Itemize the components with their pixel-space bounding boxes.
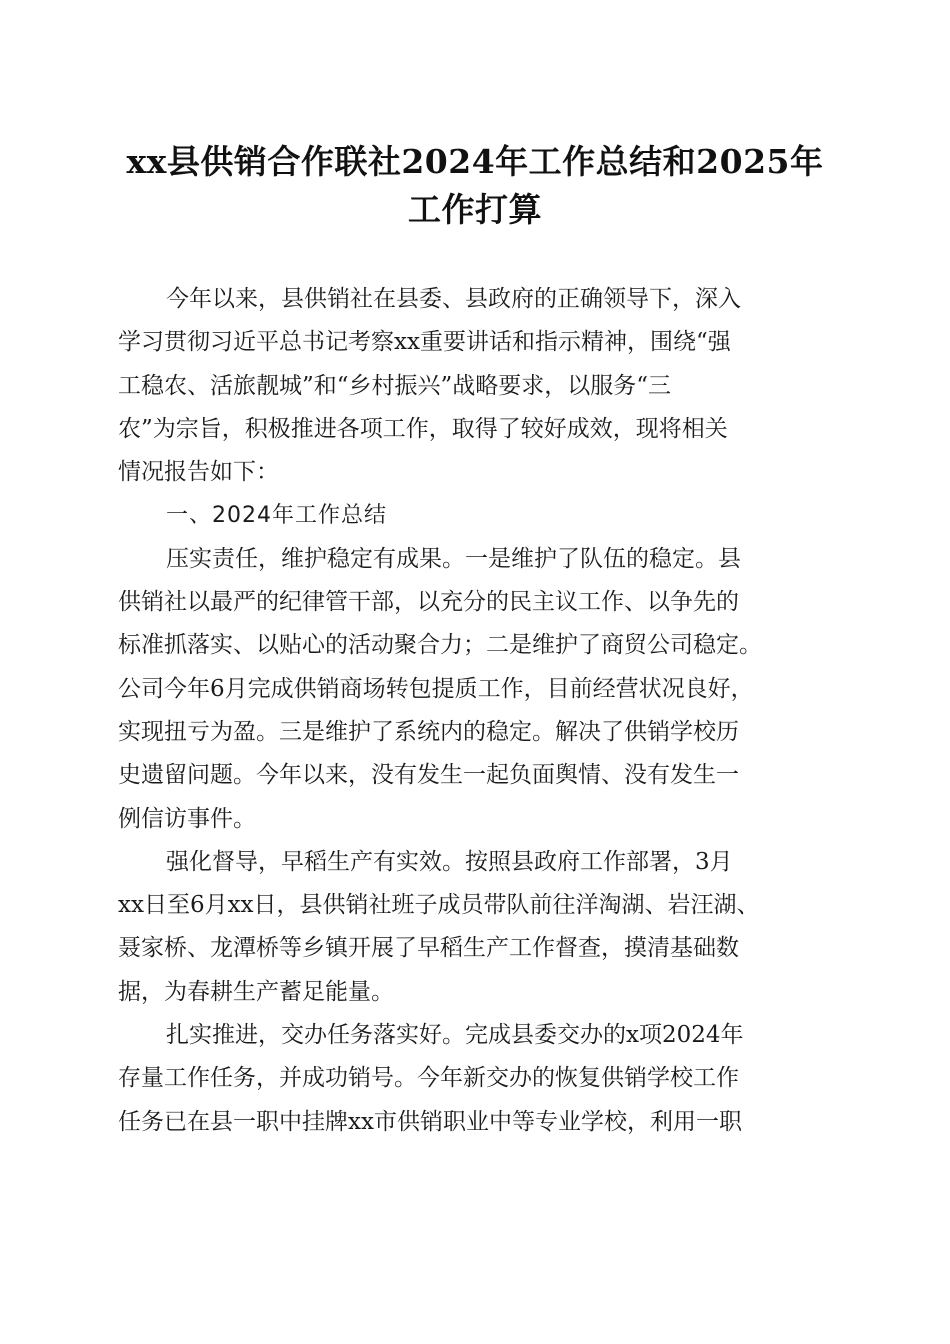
section-heading: 一、2024年工作总结 [166,503,387,529]
para2-line-4: 据，为春耕生产蓄足能量。 [118,978,394,1005]
intro-line-5: 情况报告如下： [118,459,279,486]
para3-line-2: 存量工作任务，并成功销号。今年新交办的恢复供销学校工作 [118,1065,739,1092]
para1-line-3: 标准抓落实、以贴心的活动聚合力；二是维护了商贸公司稳定。 [118,632,762,659]
document-title [100,138,850,234]
para1-line-6: 史遗留问题。今年以来，没有发生一起负面舆情、没有发生一 [118,762,739,789]
paragraph-assigned-tasks [118,1014,830,1144]
intro-line-3: 工稳农、活旅靓城”和“乡村振兴”战略要求，以服务“三 [118,372,672,399]
para1-line-1: 压实责任，维护稳定有成果。一是维护了队伍的稳定。县 [166,545,741,572]
intro-line-4: 农”为宗旨，积极推进各项工作，取得了较好成效，现将相关 [118,415,728,442]
title-line-2: 工作打算 [408,190,542,229]
para1-line-2: 供销社以最严的纪律管干部，以充分的民主议工作、以争先的 [118,589,739,616]
intro-line-1: 今年以来，县供销社在县委、县政府的正确领导下，深入 [166,286,741,312]
para2-line-1: 强化督导，早稻生产有实效。按照县政府工作部署，3月 [166,848,733,875]
paragraph-rice-production [118,841,830,1014]
para2-line-3: 聂家桥、龙潭桥等乡镇开展了早稻生产工作督查，摸清基础数 [118,935,739,962]
para3-line-1: 扎实推进，交办任务落实好。完成县委交办的x项2024年 [166,1022,744,1049]
para1-line-7: 例信访事件。 [118,805,256,832]
para3-line-3: 任务已在县一职中挂牌xx市供销职业中等专业学校，利用一职 [118,1108,742,1135]
intro-paragraph [118,278,830,494]
title-line-1: xx县供销合作联社2024年工作总结和2025年 [126,142,824,181]
intro-line-2: 学习贯彻习近平总书记考察xx重要讲话和指示精神，围绕“强 [118,329,731,356]
para1-line-5: 实现扭亏为盈。三是维护了系统内的稳定。解决了供销学校历 [118,718,739,745]
document-body [118,278,830,1144]
paragraph-stability [118,538,830,841]
para1-line-4: 公司今年6月完成供销商场转包提质工作，目前经营状况良好， [118,675,754,702]
para2-line-2: xx日至6月xx日，县供销社班子成员带队前往洋淘湖、岩汪湖、 [118,892,760,919]
